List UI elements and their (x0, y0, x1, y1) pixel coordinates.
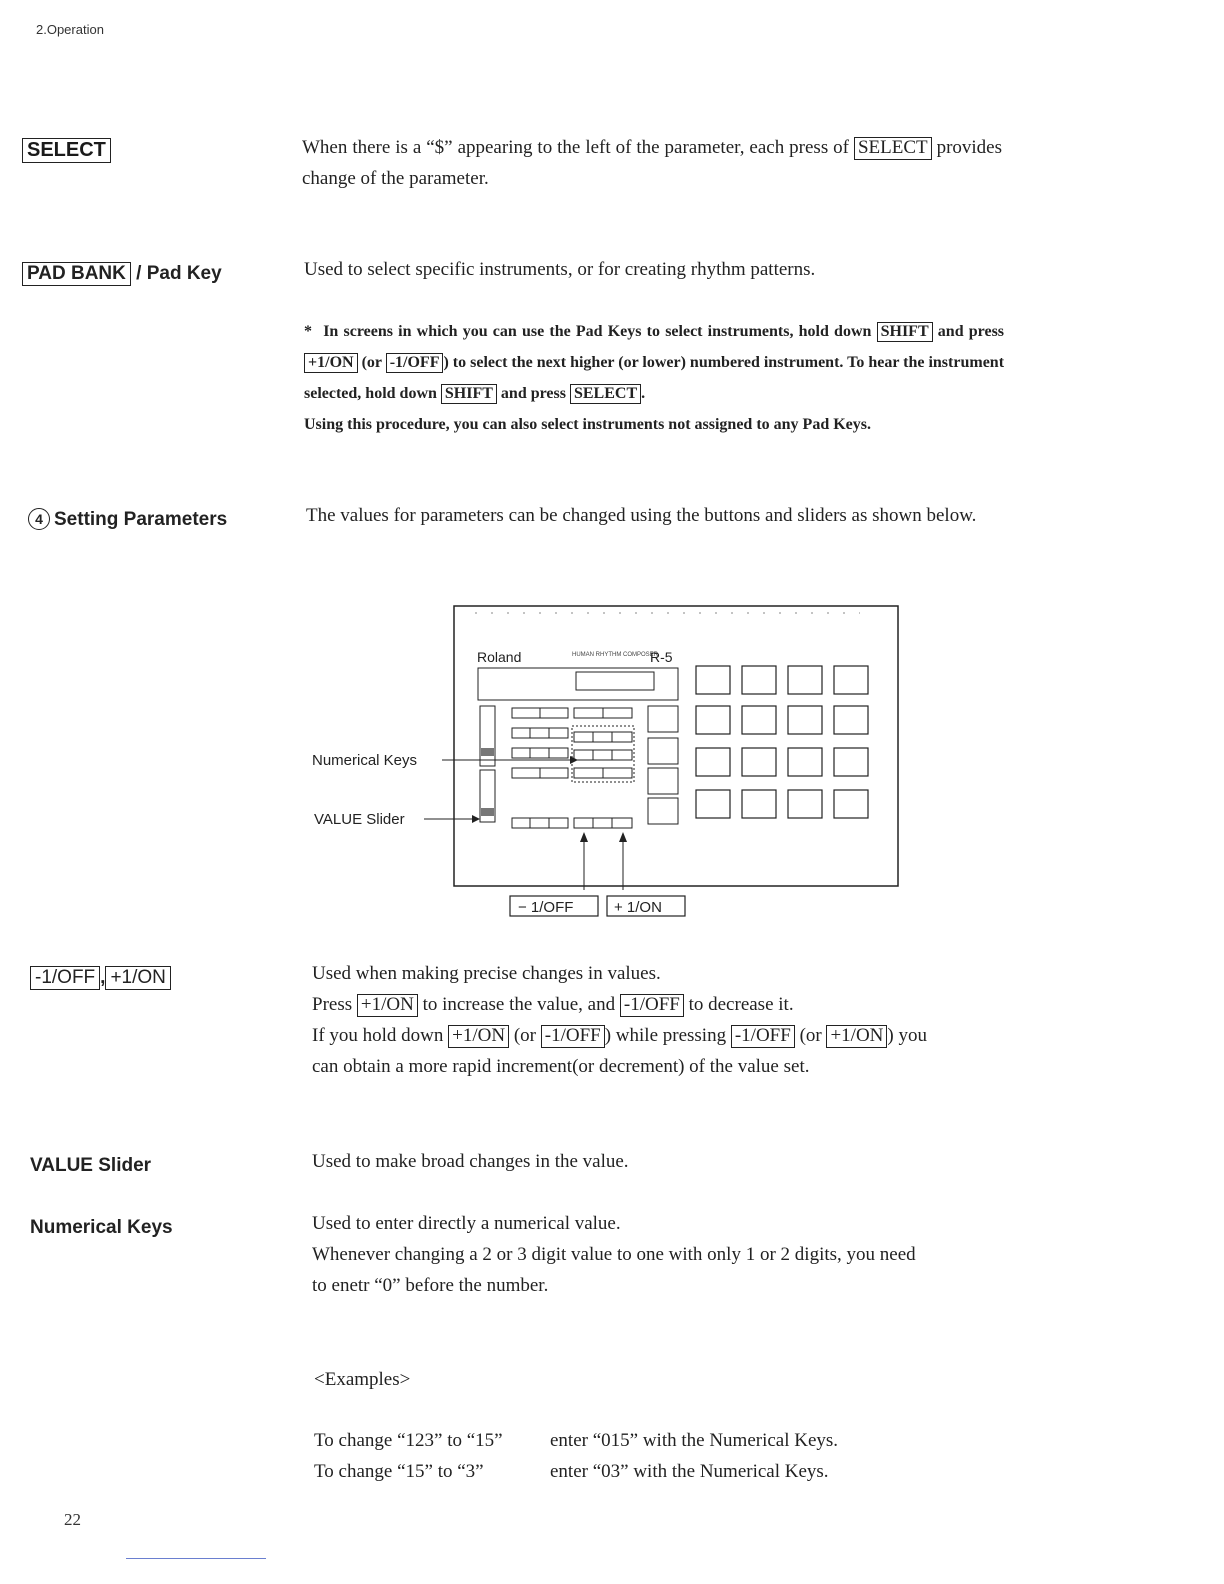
slider-1 (480, 706, 495, 766)
select-text-1: When there is a “$” appearing to the left of the parameter, each press of (302, 137, 849, 158)
note-text-1: In screens in which you can use the Pad Keys to select instruments, hold down (323, 323, 872, 340)
onoff-l3-key-2: -1/OFF (541, 1025, 605, 1048)
select-inline-key: SELECT (854, 137, 932, 160)
display-area (478, 668, 678, 700)
note-text-4: ) to select the next higher (or lower) numbered instrument. To hear the instrument selected, hold down (304, 354, 1005, 402)
arrow-minus-head (580, 832, 588, 842)
onoff-separator: , (100, 967, 106, 988)
section-header: 2.Operation (36, 22, 104, 37)
select-heading (22, 138, 111, 163)
numerical-line-2: Whenever changing a 2 or 3 digit value to one with only 1 or 2 digits, you need (312, 1244, 916, 1265)
note-star: * (304, 323, 312, 340)
onoff-line-2 (312, 989, 1032, 1020)
onoff-l2-b: to increase the value, and (422, 994, 616, 1015)
circled-number: 4 (28, 508, 50, 530)
note-text-2: and press (937, 323, 1005, 340)
numerical-keys-description (312, 1208, 1032, 1301)
numerical-keys-group (512, 706, 678, 828)
lcd-screen (576, 672, 654, 690)
footer-rule (126, 1558, 266, 1559)
onoff-l2-c: to decrease it. (688, 994, 794, 1015)
onoff-key-plus: +1/ON (105, 966, 170, 990)
onoff-l2-a: Press (312, 994, 353, 1015)
onoff-line-4: can obtain a more rapid increment(or decrement) of the value set. (312, 1056, 810, 1077)
panel-outline (454, 606, 898, 886)
value-slider-knob (481, 808, 494, 816)
onoff-l2-key-2: -1/OFF (620, 994, 684, 1017)
numerical-line-1: Used to enter directly a numerical value. (312, 1213, 621, 1234)
padbank-heading (22, 262, 222, 286)
callout-value-arrow (472, 815, 480, 823)
page-number: 22 (64, 1510, 81, 1529)
onoff-l3-b: (or (513, 1025, 536, 1046)
note-text-6: . (641, 385, 646, 402)
padbank-description: Used to select specific instruments, or for creating rhythm patterns. (304, 259, 816, 280)
onoff-l3-key-1: +1/ON (448, 1025, 509, 1048)
arrow-plus-head (619, 832, 627, 842)
callout-value-slider: VALUE Slider (314, 811, 405, 828)
note-text-7: Using this procedure, you can also select instruments not assigned to any Pad Keys. (304, 416, 871, 433)
r5-panel-diagram (300, 598, 910, 924)
example-2-left: To change “15” to “3” (314, 1461, 484, 1482)
note-key-select: SELECT (570, 384, 641, 404)
onoff-l3-e: ) you (887, 1025, 927, 1046)
padbank-key-label: PAD BANK (22, 262, 131, 286)
note-text-3: (or (361, 354, 382, 371)
padbank-label-rest: / Pad Key (136, 263, 222, 284)
note-key-minus-off: -1/OFF (386, 353, 444, 373)
value-slider-description: Used to make broad changes in the value. (312, 1151, 629, 1172)
onoff-heading (30, 966, 171, 990)
onoff-line-3 (312, 1020, 1032, 1051)
onoff-l3-key-4: +1/ON (826, 1025, 887, 1048)
model-small-text: HUMAN RHYTHM COMPOSER (572, 652, 659, 658)
examples-heading: <Examples> (314, 1369, 411, 1390)
example-1-left: To change “123” to “15” (314, 1430, 503, 1451)
onoff-line-1: Used when making precise changes in values. (312, 963, 661, 984)
setting-title: Setting Parameters (54, 509, 228, 530)
select-key-label: SELECT (22, 138, 111, 163)
model-text: R-5 (650, 649, 673, 665)
setting-description: The values for parameters can be changed using the buttons and sliders as shown below. (306, 505, 977, 526)
onoff-key-minus: -1/OFF (30, 966, 100, 990)
callout-numerical-keys: Numerical Keys (312, 752, 418, 769)
note-key-shift-1: SHIFT (877, 322, 933, 342)
numerical-line-3: to enetr “0” before the number. (312, 1275, 549, 1296)
onoff-l3-d: (or (799, 1025, 822, 1046)
plus-on-label: + 1/ON (614, 899, 662, 916)
slider-1-knob (481, 748, 494, 756)
onoff-description (312, 958, 1032, 1082)
onoff-l3-c: ) while pressing (604, 1025, 727, 1046)
note-key-plus-on: +1/ON (304, 353, 358, 373)
onoff-l2-key-1: +1/ON (357, 994, 418, 1017)
example-row-2 (314, 1461, 954, 1483)
note-text-5: and press (500, 385, 566, 402)
note-key-shift-2: SHIFT (441, 384, 497, 404)
setting-parameters-heading (28, 508, 227, 531)
brand-text: Roland (477, 649, 522, 665)
example-2-right: enter “03” with the Numerical Keys. (550, 1461, 829, 1482)
value-slider-heading: VALUE Slider (30, 1155, 152, 1176)
select-description (302, 132, 1002, 194)
padbank-note (304, 316, 1004, 440)
minus-off-label: − 1/OFF (518, 899, 574, 916)
select-text-2: provides change of the parameter. (302, 137, 1003, 189)
example-1-right: enter “015” with the Numerical Keys. (550, 1430, 839, 1451)
onoff-l3-a: If you hold down (312, 1025, 444, 1046)
example-row-1 (314, 1430, 954, 1452)
pad-grid (696, 666, 868, 818)
numerical-keys-heading: Numerical Keys (30, 1217, 173, 1238)
onoff-l3-key-3: -1/OFF (731, 1025, 795, 1048)
